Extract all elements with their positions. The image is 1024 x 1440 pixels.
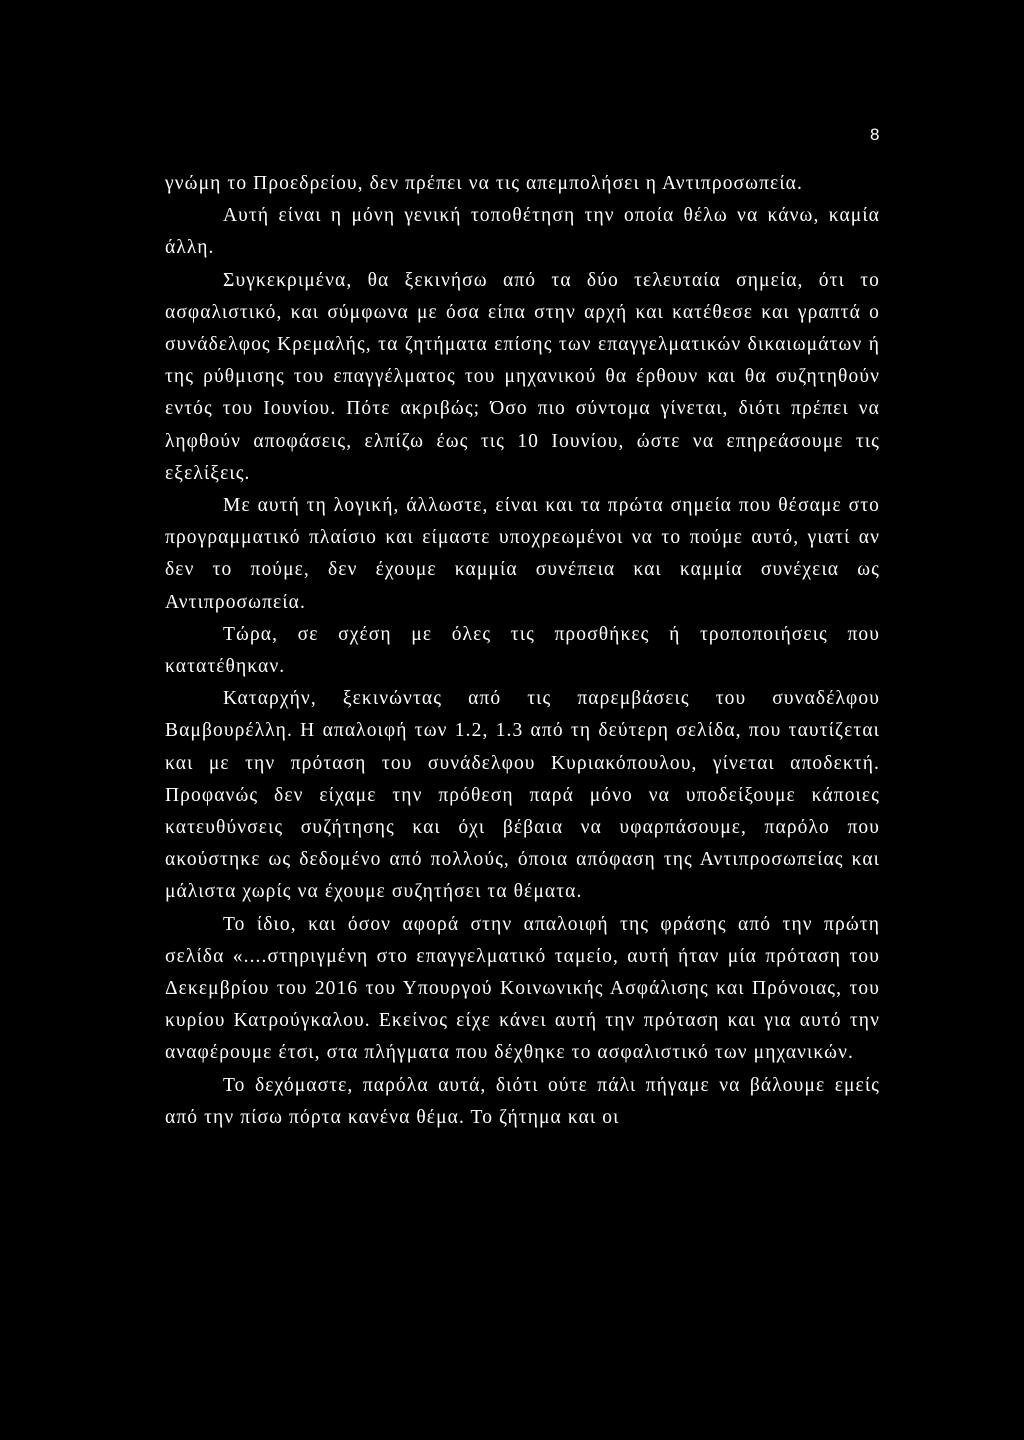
paragraph: Με αυτή τη λογική, άλλωστε, είναι και τα πρώτα σημεία που θέσαμε στο προγραμματικό πλαίσιο και είμαστε υποχρεωμένοι να το πούμε αυτό, γιατί αν δεν το πούμε, δεν έχουμε καμμία συνέπεια και καμμία συνέχεια ως Αντιπροσωπεία.: [165, 495, 880, 613]
paragraph: γνώμη το Προεδρείου, δεν πρέπει να τις απεμπολήσει η Αντιπροσωπεία.: [165, 173, 803, 194]
page-number: 8: [870, 125, 880, 144]
paragraph: Αυτή είναι η μόνη γενική τοποθέτηση την οποία θέλω να κάνω, καμία άλλη.: [165, 205, 880, 259]
paragraph: Το ίδιο, και όσον αφορά στην απαλοιφή της φράσης από την πρώτη σελίδα «....στηριγμένη στο επαγγελματικό ταμείο, αυτή ήταν μία πρόταση του Δεκεμβρίου του 2016 του Υπουργού Κοινωνικής Ασφάλισης και Πρόνοιας, του κυρίου Κατρούγκαλου. Εκείνος είχε κάνει αυτή την πρόταση και για αυτό την αναφέρουμε έτσι, στα πλήγματα που δέχθηκε το ασφαλιστικό των μηχανικών.: [165, 913, 880, 1064]
paragraph: Συγκεκριμένα, θα ξεκινήσω από τα δύο τελευταία σημεία, ότι το ασφαλιστικό, και σύμφωνα με όσα είπα στην αρχή και κατέθεσε και γραπτά ο συνάδελφος Κρεμαλής, τα ζητήματα επίσης των επαγγελματικών δικαιωμάτων ή της ρύθμισης του επαγγέλματος του μηχανικού θα έρθουν και θα συζητηθούν εντός του Ιουνίου. Πότε ακριβώς; Όσο πιο σύντομα γίνεται, διότι πρέπει να ληφθούν αποφάσεις, ελπίζω έως τις 10 Ιουνίου, ώστε να επηρεάσουμε τις εξελίξεις.: [165, 269, 880, 484]
paragraph: Τώρα, σε σχέση με όλες τις προσθήκες ή τροποποιήσεις που κατατέθηκαν.: [165, 623, 880, 678]
document-body: [165, 168, 880, 1134]
paragraph: Το δεχόμαστε, παρόλα αυτά, διότι ούτε πάλι πήγαμε να βάλουμε εμείς από την πίσω πόρτα κανένα θέμα. Το ζήτημα και οι: [165, 1074, 880, 1128]
paragraph: Καταρχήν, ξεκινώντας από τις παρεμβάσεις του συναδέλφου Βαμβουρέλλη. Η απαλοιφή των 1.2, 1.3 από τη δεύτερη σελίδα, που ταυτίζεται και με την πρόταση του συνάδελφου Κυριακόπουλου, γίνεται αποδεκτή. Προφανώς δεν είχαμε την πρόθεση παρά μόνο να υποδείξουμε κάποιες κατευθύνσεις συζήτησης και όχι βέβαια να υφαρπάσουμε, παρόλο που ακούστηκε ως δεδομένο από πολλούς, όποια απόφαση της Αντιπροσωπείας και μάλιστα χωρίς να έχουμε συζητήσει τα θέματα.: [165, 688, 880, 903]
